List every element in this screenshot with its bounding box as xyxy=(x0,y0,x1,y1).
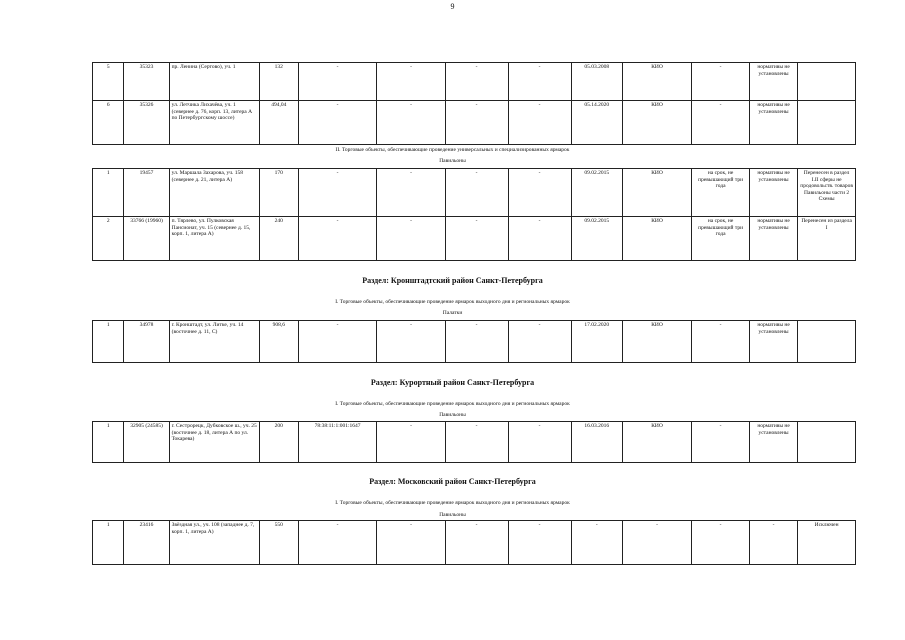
subcaption-pavilions: Павильоны xyxy=(439,158,466,164)
cell-note: Перенесен из раздела I xyxy=(798,217,856,261)
section-heading-moskovsky: Раздел: Московский район Санкт-Петербурга xyxy=(369,477,536,486)
cell-term: - xyxy=(692,101,750,145)
cell-note xyxy=(798,321,856,363)
cell-col-7: - xyxy=(445,217,508,261)
table-row xyxy=(93,422,856,463)
cell-term: - xyxy=(692,422,750,463)
cell-norms: нормативы не установлены xyxy=(749,321,797,363)
cell-object-id: 35326 xyxy=(124,101,169,145)
table-row xyxy=(93,217,856,261)
cell-col-7: - xyxy=(445,321,508,363)
cell-cadastral-number: - xyxy=(298,521,377,565)
table-row xyxy=(93,521,856,565)
cell-col-6: - xyxy=(377,521,445,565)
cell-col-8: - xyxy=(508,63,571,101)
cell-cadastral-number: - xyxy=(298,101,377,145)
cell-norms: - xyxy=(749,521,797,565)
cell-row-number: 1 xyxy=(93,169,124,217)
cell-date: 16.03.2016 xyxy=(571,422,622,463)
subcaption-tents: Палатки xyxy=(442,310,463,316)
cell-date: 05.14.2020 xyxy=(571,101,622,145)
cell-cadastral-number: - xyxy=(298,217,377,261)
cell-term: - xyxy=(692,321,750,363)
cell-authority: КИО xyxy=(622,217,691,261)
cell-address: г. Кронштадт, ул. Литке, уч. 14 (восточнее д. 11, С) xyxy=(169,321,259,363)
cell-address: Звёздная ул., уч. 108 (западнее д. 7, корп. 1, литера А) xyxy=(169,521,259,565)
cell-area: 170 xyxy=(259,169,298,217)
table-block-2 xyxy=(92,168,856,261)
cell-norms: нормативы не установлены xyxy=(749,63,797,101)
cell-col-8: - xyxy=(508,101,571,145)
cell-col-7: - xyxy=(445,63,508,101)
cell-row-number: 1 xyxy=(93,422,124,463)
cell-norms: нормативы не установлены xyxy=(749,101,797,145)
cell-date: - xyxy=(571,521,622,565)
caption-weekend-fairs: I. Торговые объекты, обеспечивающие проведение ярмарок выходного дня и региональных ярмарок xyxy=(335,500,570,506)
cell-object-id: 35323 xyxy=(124,63,169,101)
cell-authority: КИО xyxy=(622,63,691,101)
caption-weekend-fairs: I. Торговые объекты, обеспечивающие проведение ярмарок выходного дня и региональных ярмарок xyxy=(335,401,570,407)
cell-col-8: - xyxy=(508,321,571,363)
cell-area: 240 xyxy=(259,217,298,261)
cell-col-8: - xyxy=(508,169,571,217)
section-heading-kronshtadt: Раздел: Кронштадтский район Санкт-Петербурга xyxy=(362,276,543,285)
cell-col-6: - xyxy=(377,63,445,101)
cell-col-6: - xyxy=(377,321,445,363)
cell-address: п. Тярлево, ул. Пулковская Пансионат, уч. 15 (севернее д. 15, корп. 1, литера А) xyxy=(169,217,259,261)
cell-address: пр. Ленина (Сертово), уч. 1 xyxy=(169,63,259,101)
cell-col-7: - xyxy=(445,422,508,463)
cell-date: 09.02.2015 xyxy=(571,169,622,217)
cell-note: Исключен xyxy=(798,521,856,565)
table-block-4 xyxy=(92,421,856,463)
table-row xyxy=(93,169,856,217)
cell-date: 17.02.2020 xyxy=(571,321,622,363)
cell-authority: КИО xyxy=(622,101,691,145)
cell-norms: нормативы не установлены xyxy=(749,217,797,261)
cell-col-8: - xyxy=(508,422,571,463)
table-row xyxy=(93,63,856,101)
cell-object-id: 34978 xyxy=(124,321,169,363)
cell-area: 494,04 xyxy=(259,101,298,145)
cell-cadastral-number: - xyxy=(298,321,377,363)
cell-note: Перенесен в раздел I.II сферы не продовольств. товаров Павильоны части 2 Схемы xyxy=(798,169,856,217)
cell-term: на срок, не превышающий три года xyxy=(692,169,750,217)
cell-cadastral-number: - xyxy=(298,169,377,217)
cell-authority: КИО xyxy=(622,321,691,363)
cell-date: 09.02.2015 xyxy=(571,217,622,261)
subcaption-pavilions: Павильоны xyxy=(439,412,466,418)
cell-row-number: 2 xyxy=(93,217,124,261)
cell-area: 132 xyxy=(259,63,298,101)
cell-note xyxy=(798,101,856,145)
cell-object-id: 19457 xyxy=(124,169,169,217)
table-block-5 xyxy=(92,520,856,565)
cell-address: г. Сестрорецк, Дубковское ш., уч. 25 (восточнее д. 18, литера А по ул. Токарева) xyxy=(169,422,259,463)
table-block-3 xyxy=(92,320,856,363)
cell-authority: КИО xyxy=(622,169,691,217)
cell-col-6: - xyxy=(377,422,445,463)
page-number: 9 xyxy=(450,2,455,11)
cell-col-7: - xyxy=(445,169,508,217)
cell-row-number: 6 xyxy=(93,101,124,145)
table-block-1 xyxy=(92,62,856,145)
cell-area: 550 xyxy=(259,521,298,565)
caption-weekend-fairs: I. Торговые объекты, обеспечивающие проведение ярмарок выходного дня и региональных ярмарок xyxy=(335,299,570,305)
cell-address: ул. Летчика Лихачёва, уч. 1 (севернее д. 76, корп. 13, литера А по Петербургскому шоссе) xyxy=(169,101,259,145)
cell-cadastral-number: 78:38:11:1:001:1647 xyxy=(298,422,377,463)
cell-note xyxy=(798,63,856,101)
cell-row-number: 1 xyxy=(93,521,124,565)
section-heading-kurortny: Раздел: Курортный район Санкт-Петербурга xyxy=(370,378,535,387)
cell-cadastral-number: - xyxy=(298,63,377,101)
subcaption-pavilions: Павильоны xyxy=(439,512,466,518)
cell-row-number: 1 xyxy=(93,321,124,363)
cell-col-8: - xyxy=(508,521,571,565)
cell-col-7: - xyxy=(445,521,508,565)
cell-object-id: 33766 (19960) xyxy=(124,217,169,261)
cell-row-number: 5 xyxy=(93,63,124,101)
table-row xyxy=(93,101,856,145)
cell-area: 908,6 xyxy=(259,321,298,363)
cell-col-7: - xyxy=(445,101,508,145)
cell-authority: КИО xyxy=(622,422,691,463)
cell-term: - xyxy=(692,63,750,101)
cell-term: на срок, не превышающий три года xyxy=(692,217,750,261)
cell-col-8: - xyxy=(508,217,571,261)
cell-date: 05.03.2008 xyxy=(571,63,622,101)
cell-col-6: - xyxy=(377,101,445,145)
cell-note xyxy=(798,422,856,463)
cell-col-6: - xyxy=(377,217,445,261)
cell-authority: - xyxy=(622,521,691,565)
cell-norms: нормативы не установлены xyxy=(749,422,797,463)
table-row xyxy=(93,321,856,363)
cell-address: ул. Маршала Захарова, уч. 158 (севернее д. 21, литера А) xyxy=(169,169,259,217)
cell-area: 200 xyxy=(259,422,298,463)
cell-norms: нормативы не установлены xyxy=(749,169,797,217)
cell-term: - xyxy=(692,521,750,565)
cell-col-6: - xyxy=(377,169,445,217)
cell-object-id: 23416 xyxy=(124,521,169,565)
caption-trade-objects-fairs: II. Торговые объекты, обеспечивающие проведение универсальных и специализированных ярмарок xyxy=(335,147,570,153)
cell-object-id: 32905 (24585) xyxy=(124,422,169,463)
